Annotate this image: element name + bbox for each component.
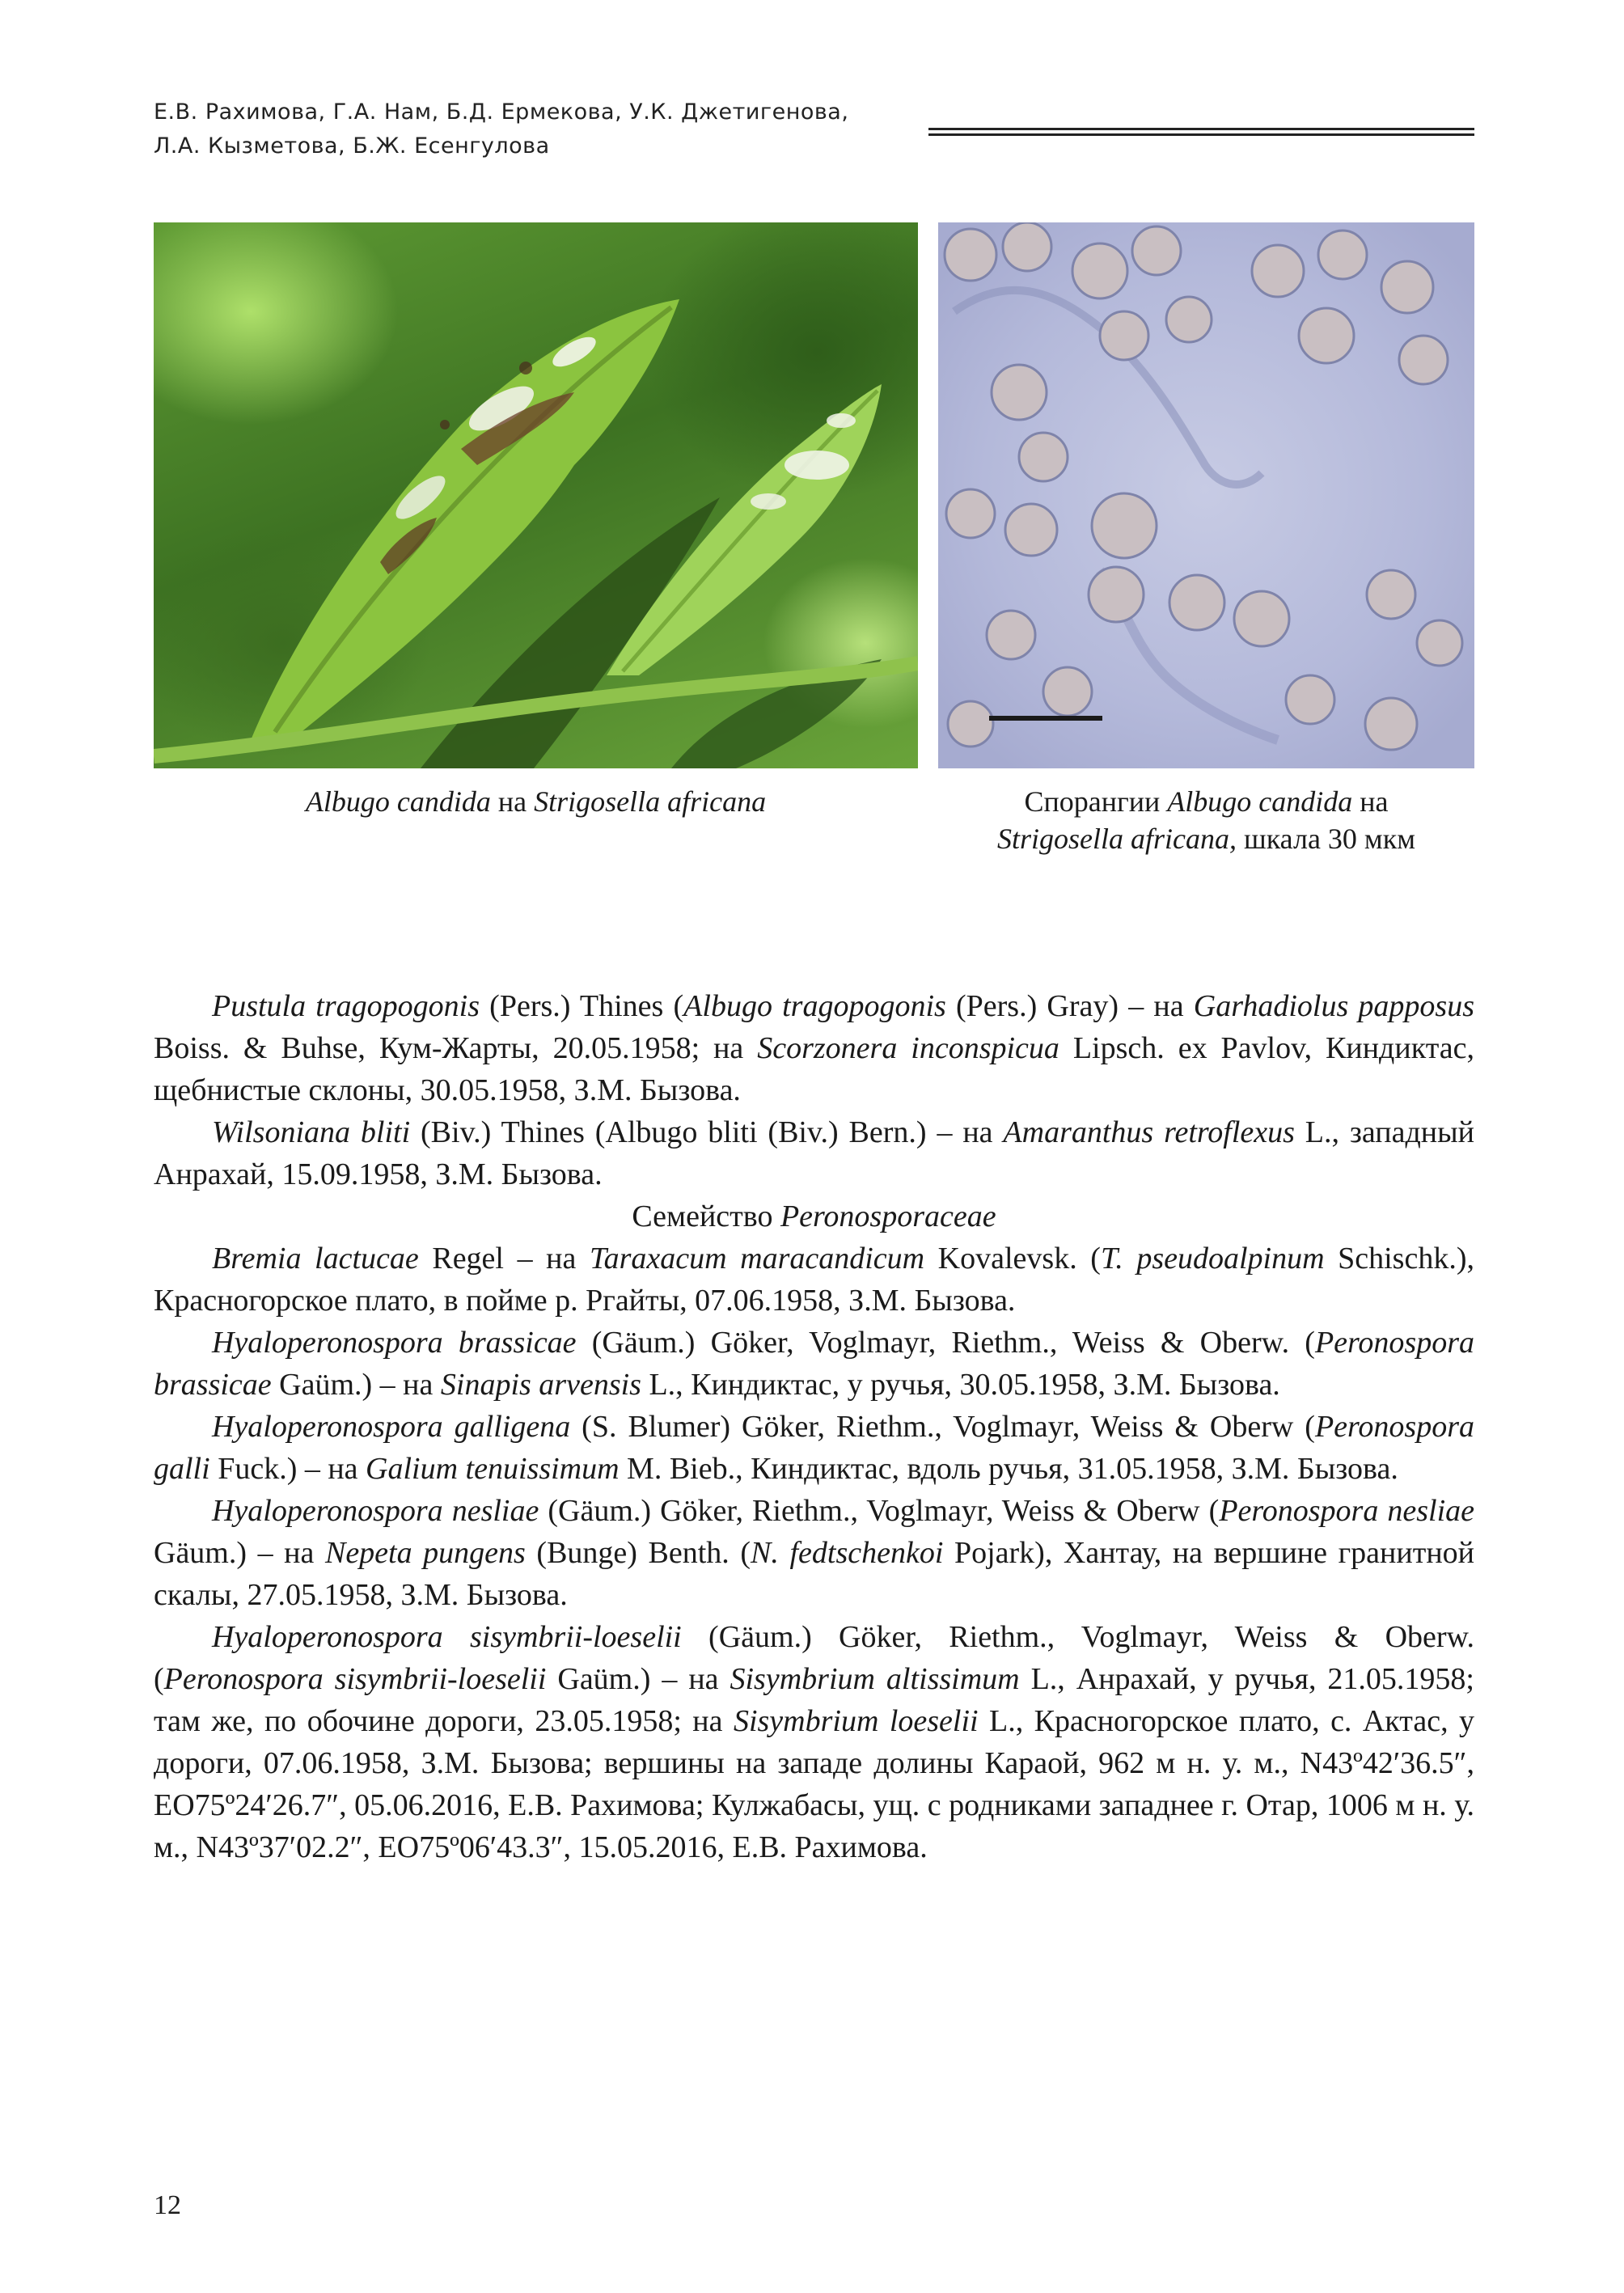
species-entry-brassicae: Hyaloperonospora brassicae (Gäum.) Göker, Voglmayr, Riethm., Weiss & Oberw. (Peronospora brassicae Gaüm.) – на Sinapis arvensis L., Киндиктас, у ручья, 30.05.1958, З.М. Бызова. — [154, 1326, 1474, 1402]
header-rule-top — [928, 128, 1474, 130]
caption-host: Strigosella africana — [534, 785, 767, 818]
species-entry-galligena: Hyaloperonospora galligena (S. Blumer) Göker, Riethm., Voglmayr, Weiss & Oberw (Peronospora galli Fuck.) – на Galium tenuissimum M. Bieb., Киндиктас, вдоль ручья, 31.05.1958, З.М. Бызова. — [154, 1410, 1474, 1486]
family-heading: Семейство Peronosporaceae — [632, 1199, 996, 1233]
figure-caption-right — [938, 783, 1474, 857]
header-authors-line-1: Е.В. Рахимова, Г.А. Нам, Б.Д. Ермекова, У.К. Джетигенова, — [154, 99, 849, 125]
figure-caption-left — [154, 783, 918, 820]
caption-host: Strigosella africana, — [997, 823, 1237, 855]
caption-connector: на — [490, 785, 535, 818]
species-entry-bremia: Bremia lactucae Regel – на Taraxacum maracandicum Kovalevsk. (T. pseudoalpinum Schischk.), Красногорское плато, в пойме р. Ргайты, 07.06.1958, З.М. Бызова. — [154, 1242, 1474, 1318]
page-number: 12 — [154, 2190, 181, 2220]
photo-albugo-on-leaves — [154, 222, 918, 768]
micrograph-sporangia — [938, 222, 1474, 768]
header-rule-bottom — [928, 133, 1474, 136]
running-header — [154, 95, 922, 163]
caption-species: Albugo candida — [1167, 785, 1353, 818]
body-text — [154, 985, 1474, 1868]
caption-scale: шкала 30 мкм — [1237, 823, 1415, 855]
species-entry-sisymbrii: Hyaloperonospora sisymbrii-loeselii (Gäum.) Göker, Riethm., Voglmayr, Weiss & Oberw. (Peronospora sisymbrii-loeselii Gaüm.) – на Sisymbrium altissimum L., Анрахай, у ручья, 21.05.1958; там же, по обочине дороги, 23.05.1958; на Sisymbrium loeselii L., Красногорское плато, с. Актас, у дороги, 07.06.1958, З.М. Бызова; вершины на западе долины Караой, 962 м н. у. м., N43º42′36.5″, EO75º24′26.7″, 05.06.2016, Е.В. Рахимова; Кулжабасы, ущ. с родниками западнее г. Отар, 1006 м н. у. м., N43º37′02.2″, EO75º06′43.3″, 15.05.2016, Е.В. Рахимова. — [154, 1620, 1475, 1864]
species-entry-nesliae: Hyaloperonospora nesliae (Gäum.) Göker, Riethm., Voglmayr, Weiss & Oberw (Peronospora nesliae Gäum.) – на Nepeta pungens (Bunge) Benth. (N. fedtschenkoi Pojark), Хантау, на вершине гранитной скалы, 27.05.1958, З.М. Бызова. — [154, 1494, 1475, 1612]
header-authors-line-2: Л.А. Кызметова, Б.Ж. Есенгулова — [154, 133, 550, 159]
species-entry-pustula: Pustula tragopogonis (Pers.) Thines (Albugo tragopogonis (Pers.) Gray) – на Garhadiolus papposus Boiss. & Buhse, Кум-Жарты, 20.05.1958; на Scorzonera inconspicua Lipsch. ex Pavlov, Киндиктас, щебнистые склоны, 30.05.1958, З.М. Бызова. — [154, 989, 1474, 1107]
caption-connector: на — [1352, 785, 1389, 818]
caption-prefix: Спорангии — [1024, 785, 1168, 818]
caption-species: Albugo candida — [305, 785, 491, 818]
species-entry-wilsoniana: Wilsoniana bliti (Biv.) Thines (Albugo bliti (Biv.) Bern.) – на Amaranthus retroflexus L., западный Анрахай, 15.09.1958, З.М. Бызова. — [154, 1115, 1475, 1191]
